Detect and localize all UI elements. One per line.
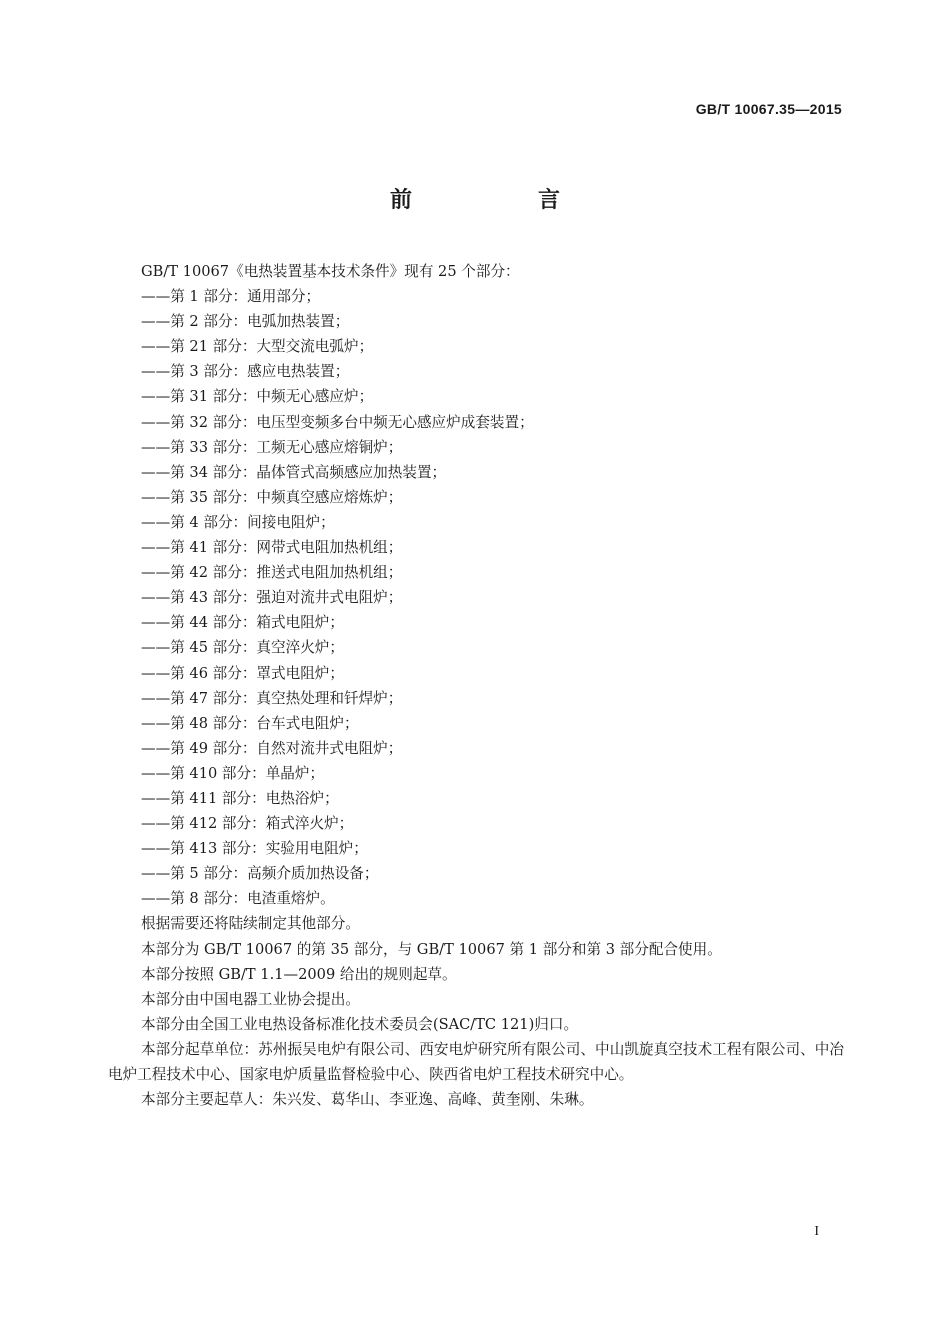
list-item: ——第 35 部分：中频真空感应熔炼炉； <box>141 488 403 506</box>
intro-line: GB/T 10067《电热装置基本技术条件》现有 25 个部分： <box>141 263 520 280</box>
list-item: ——第 5 部分：高频介质加热设备； <box>141 865 379 883</box>
standard-code: GB/T 10067.35—2015 <box>695 101 842 117</box>
page-title: 前 言 <box>389 188 612 213</box>
page-number: I <box>814 1224 819 1239</box>
paragraph-part-usage: 本部分为 GB/T 10067 的第 35 部分，与 GB/T 10067 第 1 部分和第 3 部分配合使用。 <box>141 940 722 958</box>
list-item: ——第 45 部分：真空淬火炉； <box>141 639 344 657</box>
list-item: ——第 32 部分：电压型变频多台中频无心感应炉成套装置； <box>141 413 534 431</box>
list-item: ——第 46 部分：罩式电阻炉； <box>141 664 344 682</box>
list-item: ——第 48 部分：台车式电阻炉； <box>141 714 359 732</box>
list-item: ——第 21 部分：大型交流电弧炉； <box>141 338 374 356</box>
parts-list <box>108 284 844 911</box>
list-item: ——第 34 部分：晶体管式高频感应加热装置； <box>141 463 447 481</box>
paragraph-future-parts: 根据需要还将陆续制定其他部分。 <box>141 915 360 933</box>
list-item: ——第 42 部分：推送式电阻加热机组； <box>141 564 403 582</box>
list-item: ——第 1 部分：通用部分； <box>141 288 321 306</box>
list-item: ——第 49 部分：自然对流井式电阻炉； <box>141 739 403 757</box>
paragraph-drafters: 本部分主要起草人：朱兴发、葛华山、李亚逸、高峰、黄奎刚、朱琳。 <box>141 1091 594 1109</box>
list-item: ——第 8 部分：电渣重熔炉。 <box>141 890 335 908</box>
paragraph-committee: 本部分由全国工业电热设备标准化技术委员会(SAC/TC 121)归口。 <box>141 1015 579 1033</box>
list-item: ——第 4 部分：间接电阻炉； <box>141 513 335 531</box>
paragraph-drafting-rules: 本部分按照 GB/T 1.1—2009 给出的规则起草。 <box>141 965 457 983</box>
list-item: ——第 2 部分：电弧加热装置； <box>141 313 350 331</box>
list-item: ——第 47 部分：真空热处理和钎焊炉； <box>141 689 403 707</box>
list-item: ——第 33 部分：工频无心感应熔铜炉； <box>141 438 403 456</box>
paragraph-proposer: 本部分由中国电器工业协会提出。 <box>141 990 360 1008</box>
list-item: ——第 41 部分：网带式电阻加热机组； <box>141 539 403 557</box>
list-item: ——第 410 部分：单晶炉； <box>141 764 325 782</box>
list-item: ——第 31 部分：中频无心感应炉； <box>141 388 374 406</box>
list-item: ——第 43 部分：强迫对流井式电阻炉； <box>141 589 403 607</box>
paragraph-drafting-units: 本部分起草单位：苏州振吴电炉有限公司、西安电炉研究所有限公司、中山凯旋真空技术工程有限公司、中冶电炉工程技术中心、国家电炉质量监督检验中心、陕西省电炉工程技术研究中心。 <box>108 1040 844 1083</box>
list-item: ——第 3 部分：感应电热装置； <box>141 363 350 381</box>
list-item: ——第 412 部分：箱式淬火炉； <box>141 815 354 833</box>
foreword-body <box>108 259 844 1112</box>
list-item: ——第 44 部分：箱式电阻炉； <box>141 614 344 632</box>
list-item: ——第 411 部分：电热浴炉； <box>141 789 339 807</box>
list-item: ——第 413 部分：实验用电阻炉； <box>141 840 368 858</box>
